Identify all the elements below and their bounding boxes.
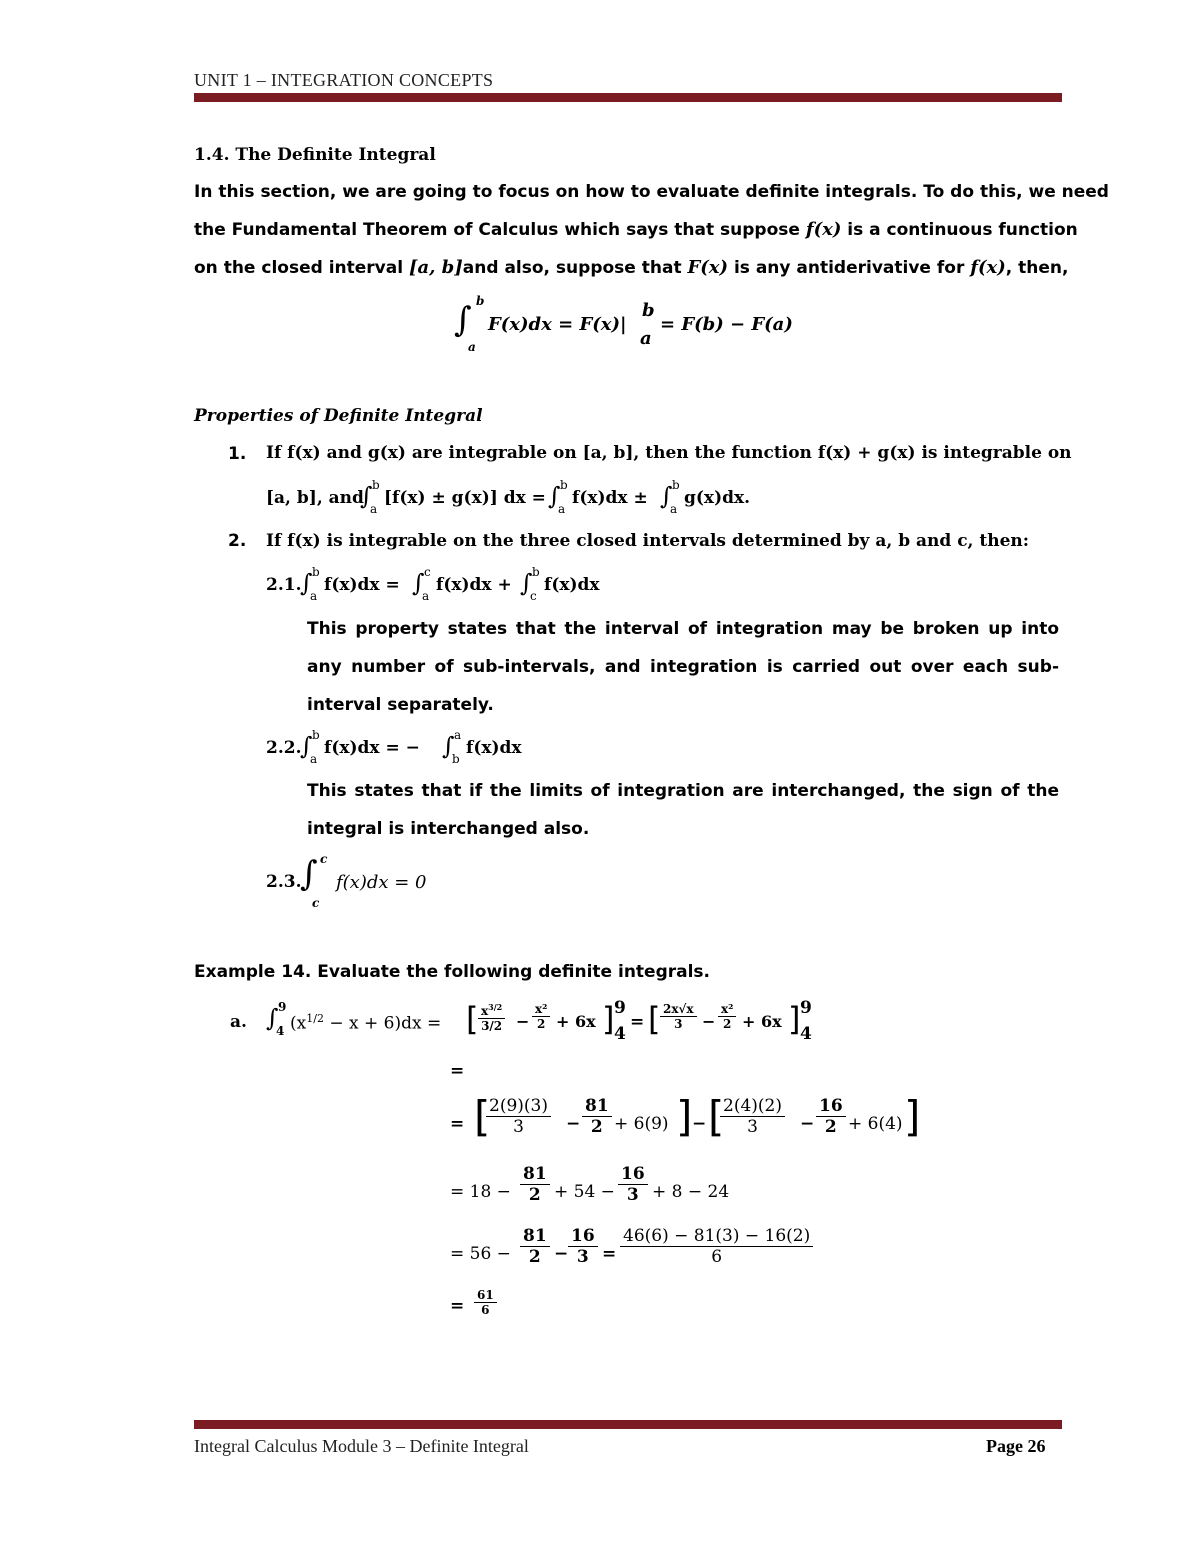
intro-line-2: the Fundamental Theorem of Calculus which says that suppose f(x) is a continuous function — [194, 219, 1078, 240]
symbol-fx: f(x) — [805, 219, 842, 240]
integral-sign: ∫ — [454, 300, 472, 340]
example-line-3: = [ $\frac{2(9)(3)}{3}$ − $\frac{81}{2}$ + 6(9) ] − [ $\frac{2(4)(2)}{3}$ − $\frac{16}{2}$ + 6(4) ] — [450, 1092, 921, 1141]
properties-heading: Properties of Definite Integral — [194, 406, 483, 426]
property-2-1-description: This property states that the interval of integration may be broken up into any number of sub-intervals, and integration is carried out over each sub-interval separately. — [307, 619, 1059, 715]
intro-line-1: In this section, we are going to focus on how to evaluate definite integrals. To do this, we need — [194, 182, 1109, 202]
property-1-text: If f(x) and g(x) are integrable on [a, b], then the function f(x) + g(x) is integrable on — [266, 443, 1072, 463]
example-heading: Example 14. Evaluate the following definite integrals. — [194, 962, 711, 982]
example-line-1: a. ∫ 9 4 $(x^{1/2} - x + 6)dx$ = [ $\frac{x^{3/2}}{3/2}$ − $\frac{\text{x²}}{2}$ + 6x ] 9 4 = [ $\frac{2x√x}{3}$ − $\frac{\text{x²}}{2}$ + 6x ] 9 4 — [230, 998, 812, 1044]
property-2-text: If f(x) is integrable on the three closed intervals determined by a, b and c, then: — [266, 531, 1030, 551]
section-title: 1.4. The Definite Integral — [194, 145, 436, 165]
example-line-4: = 18 − $\frac{81}{2}$ + 54 − $\frac{16}{3}$ + 8 − 24 — [450, 1164, 730, 1205]
header-rule — [194, 93, 1062, 102]
property-1-number: 1. — [228, 444, 247, 464]
footer-rule — [194, 1420, 1062, 1429]
intro-line-3: on the closed interval [a, b]and also, suppose that F(x) is any antiderivative for f(x), then, — [194, 257, 1069, 278]
footer-module: Integral Calculus Module 3 – Definite Integral — [194, 1436, 529, 1456]
property-2-2-description: This states that if the limits of integration are interchanged, the sign of the integral is interchanged also. — [307, 781, 1059, 839]
running-header: UNIT 1 – INTEGRATION CONCEPTS — [194, 70, 494, 90]
example-line-2: = — [450, 1061, 465, 1081]
symbol-Fx: F(x) — [687, 257, 729, 278]
example-line-5: = 56 − $\frac{81}{2}$ − $\frac{16}{3}$ = $\frac{46(6) - 81(3) - 16(2)}{6}$ — [450, 1224, 870, 1284]
property-2-number: 2. — [228, 531, 247, 551]
page-number: Page 26 — [986, 1436, 1046, 1456]
symbol-interval: [a, b] — [408, 257, 463, 278]
